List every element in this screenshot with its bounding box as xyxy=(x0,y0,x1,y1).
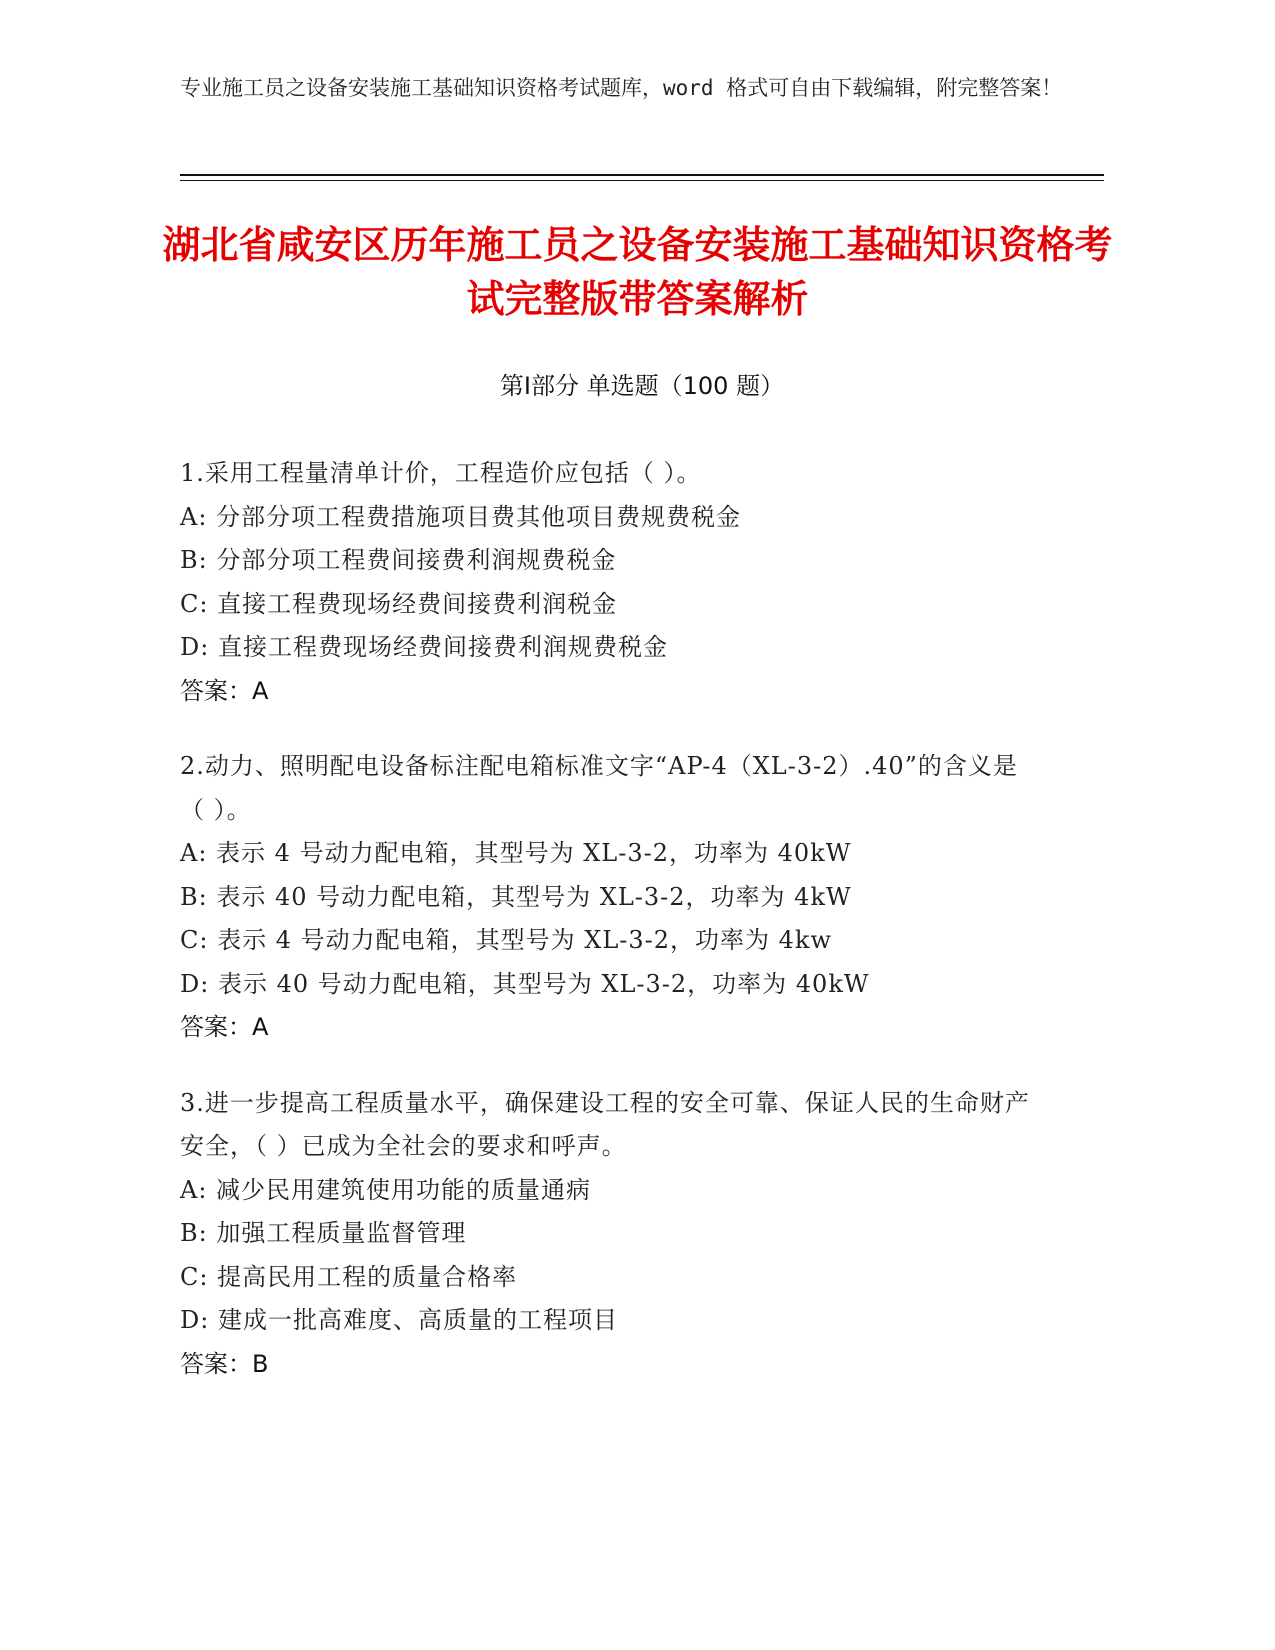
option-b: B: 分部分项工程费间接费利润规费税金 xyxy=(180,546,617,574)
option-a: A: 表示 4 号动力配电箱，其型号为 XL-3-2，功率为 40kW xyxy=(180,839,852,867)
option-a: A: 减少民用建筑使用功能的质量通病 xyxy=(180,1175,592,1204)
option-d: D: 表示 40 号动力配电箱，其型号为 XL-3-2，功率为 40kW xyxy=(180,969,870,998)
question-2 xyxy=(180,745,1030,1050)
question-text: 2.动力、照明配电设备标注配电箱标准文字“AP-4（XL-3-2）.40”的含义是（ ）。 xyxy=(180,752,1018,824)
question-3 xyxy=(180,1082,1030,1387)
option-c: C: 提高民用工程的质量合格率 xyxy=(180,1262,518,1291)
option-c: C: 直接工程费现场经费间接费利润税金 xyxy=(180,589,618,618)
answer: 答案：A xyxy=(180,676,269,705)
option-a: A: 分部分项工程费措施项目费其他项目费规费税金 xyxy=(180,502,742,531)
option-d: D: 直接工程费现场经费间接费利润规费税金 xyxy=(180,633,668,661)
header-note: 专业施工员之设备安装施工基础知识资格考试题库，word 格式可自由下载编辑，附完整答案！ xyxy=(180,76,1063,100)
answer: 答案：B xyxy=(180,1349,269,1378)
question-1 xyxy=(180,452,1030,713)
question-list xyxy=(180,452,1030,1418)
option-d: D: 建成一批高难度、高质量的工程项目 xyxy=(180,1306,618,1334)
question-text: 1.采用工程量清单计价，工程造价应包括（ ）。 xyxy=(180,459,702,487)
header-divider-thin xyxy=(180,180,1104,181)
option-b: B: 加强工程质量监督管理 xyxy=(180,1219,467,1247)
option-c: C: 表示 4 号动力配电箱，其型号为 XL-3-2，功率为 4kw xyxy=(180,926,832,954)
answer: 答案：A xyxy=(180,1013,269,1041)
section-title: 第Ⅰ部分 单选题（100 题） xyxy=(499,372,785,400)
question-text: 3.进一步提高工程质量水平，确保建设工程的安全可靠、保证人民的生命财产安全，（ ）已成为全社会的要求和呼声。 xyxy=(180,1088,1030,1160)
header-divider-thick xyxy=(180,174,1104,176)
option-b: B: 表示 40 号动力配电箱，其型号为 XL-3-2，功率为 4kW xyxy=(180,882,852,911)
document-title: 湖北省咸安区历年施工员之设备安装施工基础知识资格考试完整版带答案解析 xyxy=(162,223,1113,321)
